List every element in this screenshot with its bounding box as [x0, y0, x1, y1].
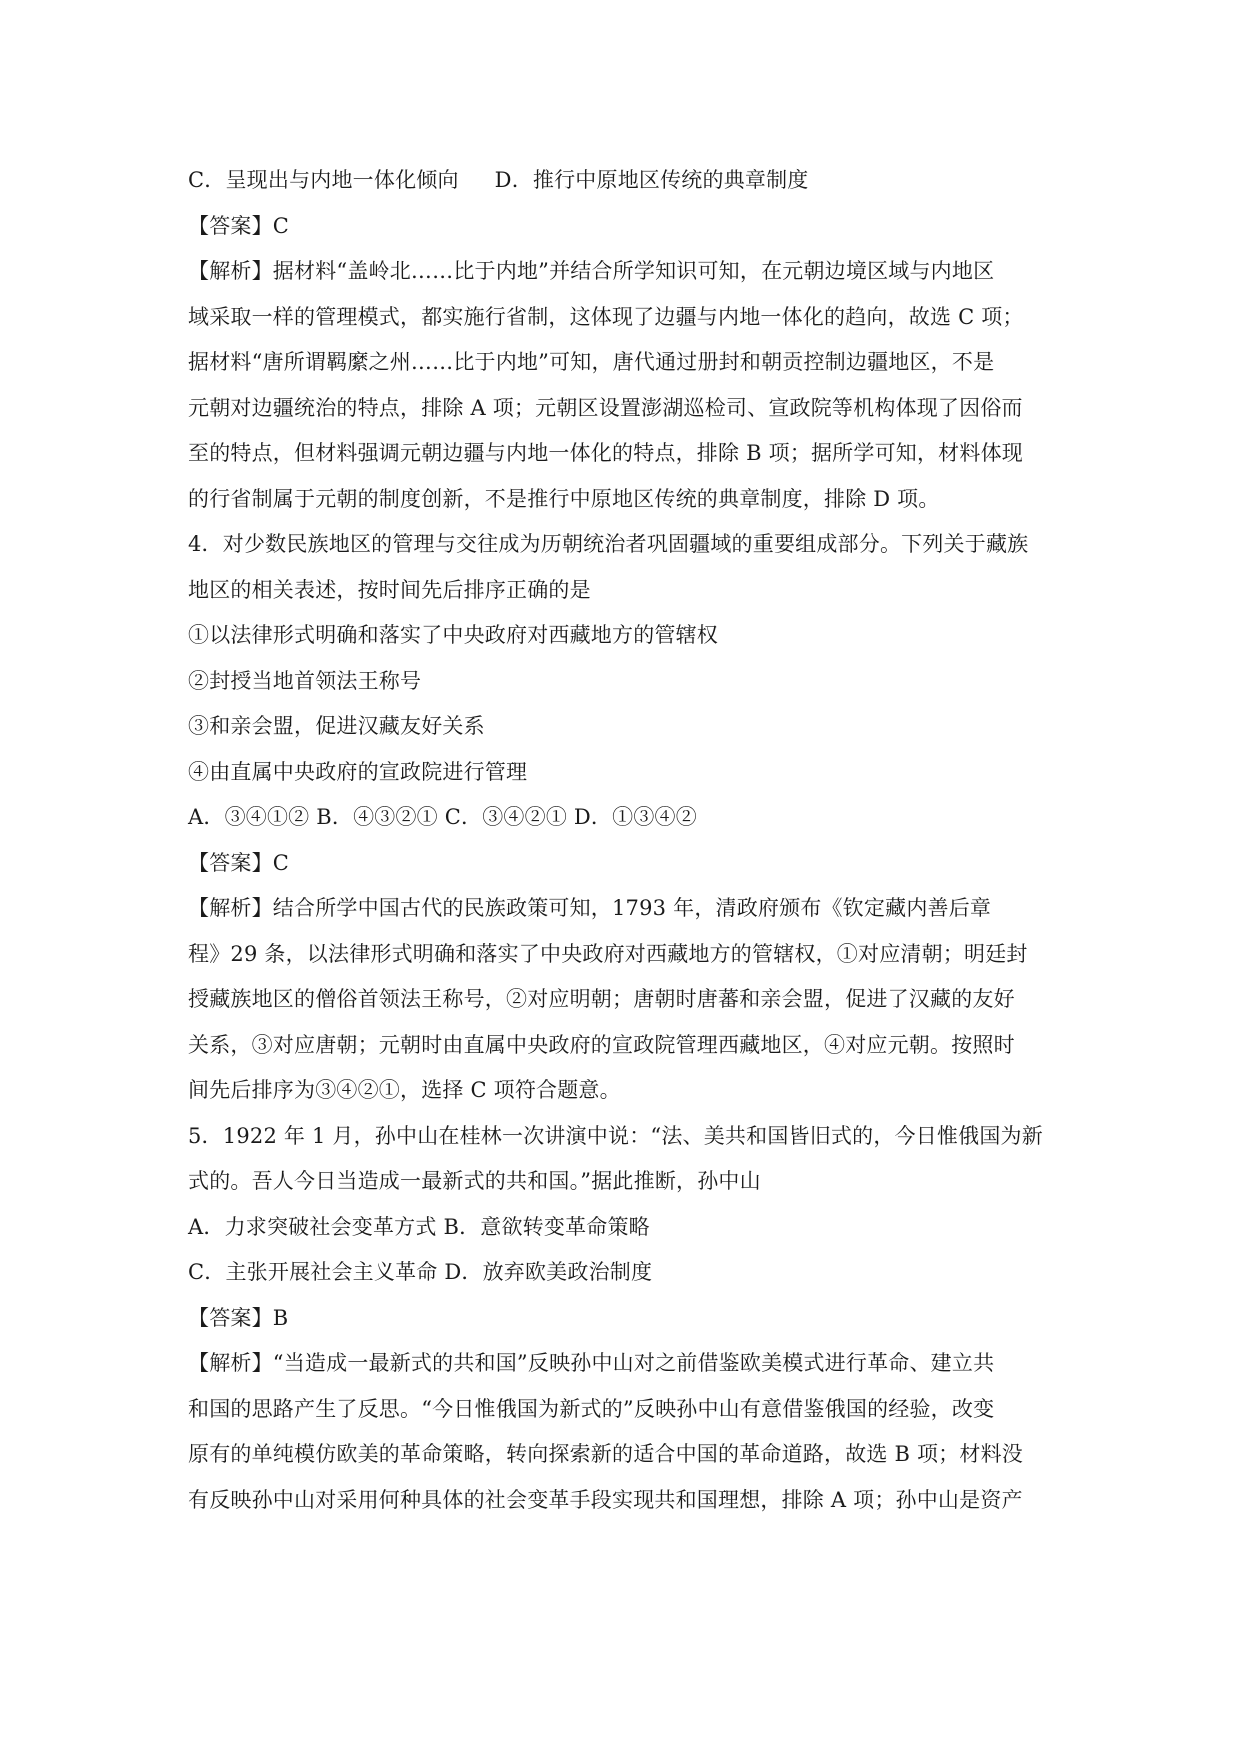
q5-answer: 【答案】B: [188, 1305, 289, 1330]
q5-analysis-line: 原有的单纯模仿欧美的革命策略，转向探索新的适合中国的革命道路，故选 B 项；材料没: [188, 1442, 1023, 1466]
q4-item: ③和亲会盟，促进汉藏友好关系: [188, 714, 485, 738]
page-content: [188, 158, 1068, 1523]
q3-analysis-line: 元朝对边疆统治的特点，排除 A 项；元朝区设置澎湖巡检司、宣政院等机构体现了因俗而: [188, 395, 1023, 420]
q3-analysis-line: 的行省制属于元朝的制度创新，不是推行中原地区传统的典章制度，排除 D 项。: [188, 486, 940, 511]
q4-analysis-line: 程》29 条，以法律形式明确和落实了中央政府对西藏地方的管辖权，①对应清朝；明廷封: [188, 941, 1028, 966]
q4-answer: 【答案】C: [188, 850, 290, 875]
q3-option-d: D．推行中原地区传统的典章制度: [494, 168, 809, 192]
q4-item: ①以法律形式明确和落实了中央政府对西藏地方的管辖权: [188, 623, 718, 647]
q5-analysis-line: 和国的思路产生了反思。“今日惟俄国为新式的”反映孙中山有意借鉴俄国的经验，改变: [188, 1396, 995, 1421]
q5-analysis-line: 【解析】“当造成一最新式的共和国”反映孙中山对之前借鉴欧美模式进行革命、建立共: [188, 1351, 995, 1375]
q5-options-line: C．主张开展社会主义革命 D．放弃欧美政治制度: [188, 1260, 653, 1284]
q4-analysis-line: 间先后排序为③④②①，选择 C 项符合题意。: [188, 1078, 621, 1102]
q4-options: A．③④①② B．④③②① C．③④②① D．①③④②: [188, 805, 697, 829]
q4-analysis-line: 关系，③对应唐朝；元朝时由直属中央政府的宣政院管理西藏地区，④对应元朝。按照时: [188, 1032, 1015, 1057]
q3-analysis-line: 至的特点，但材料强调元朝边疆与内地一体化的特点，排除 B 项；据所学可知，材料体现: [188, 441, 1023, 465]
q3-answer: 【答案】C: [188, 213, 290, 238]
q5-stem-line: 式的。吾人今日当造成一最新式的共和国。”据此推断，孙中山: [188, 1169, 761, 1193]
q4-analysis-line: 【解析】结合所学中国古代的民族政策可知，1793 年，清政府颁布《钦定藏内善后章: [188, 896, 992, 920]
q4-item: ④由直属中央政府的宣政院进行管理: [188, 759, 528, 784]
q3-analysis-line: 【解析】据材料“盖岭北……比于内地”并结合所学知识可知，在元朝边境区域与内地区: [188, 259, 995, 283]
q3-option-c: C．呈现出与内地一体化倾向: [188, 168, 459, 192]
q4-stem-line: 4．对少数民族地区的管理与交往成为历朝统治者巩固疆域的重要组成部分。下列关于藏族: [188, 532, 1029, 556]
q5-stem-line: 5．1922 年 1 月，孙中山在桂林一次讲演中说：“法、美共和国皆旧式的，今日惟俄国为新: [188, 1123, 1043, 1148]
q4-item: ②封授当地首领法王称号: [188, 668, 422, 693]
q4-stem-line: 地区的相关表述，按时间先后排序正确的是: [188, 577, 591, 602]
q3-options-cd: [188, 158, 1068, 204]
q4-analysis-line: 授藏族地区的僧俗首领法王称号，②对应明朝；唐朝时唐蕃和亲会盟，促进了汉藏的友好: [188, 987, 1015, 1011]
q3-analysis-line: 域采取一样的管理模式，都实施行省制，这体现了边疆与内地一体化的趋向，故选 C 项；: [188, 304, 1024, 329]
q5-options-line: A．力求突破社会变革方式 B．意欲转变革命策略: [188, 1214, 650, 1239]
q3-analysis-line: 据材料“唐所谓羁縻之州……比于内地”可知，唐代通过册封和朝贡控制边疆地区，不是: [188, 350, 995, 374]
q5-analysis-line: 有反映孙中山对采用何种具体的社会变革手段实现共和国理想，排除 A 项；孙中山是资产: [188, 1487, 1023, 1512]
